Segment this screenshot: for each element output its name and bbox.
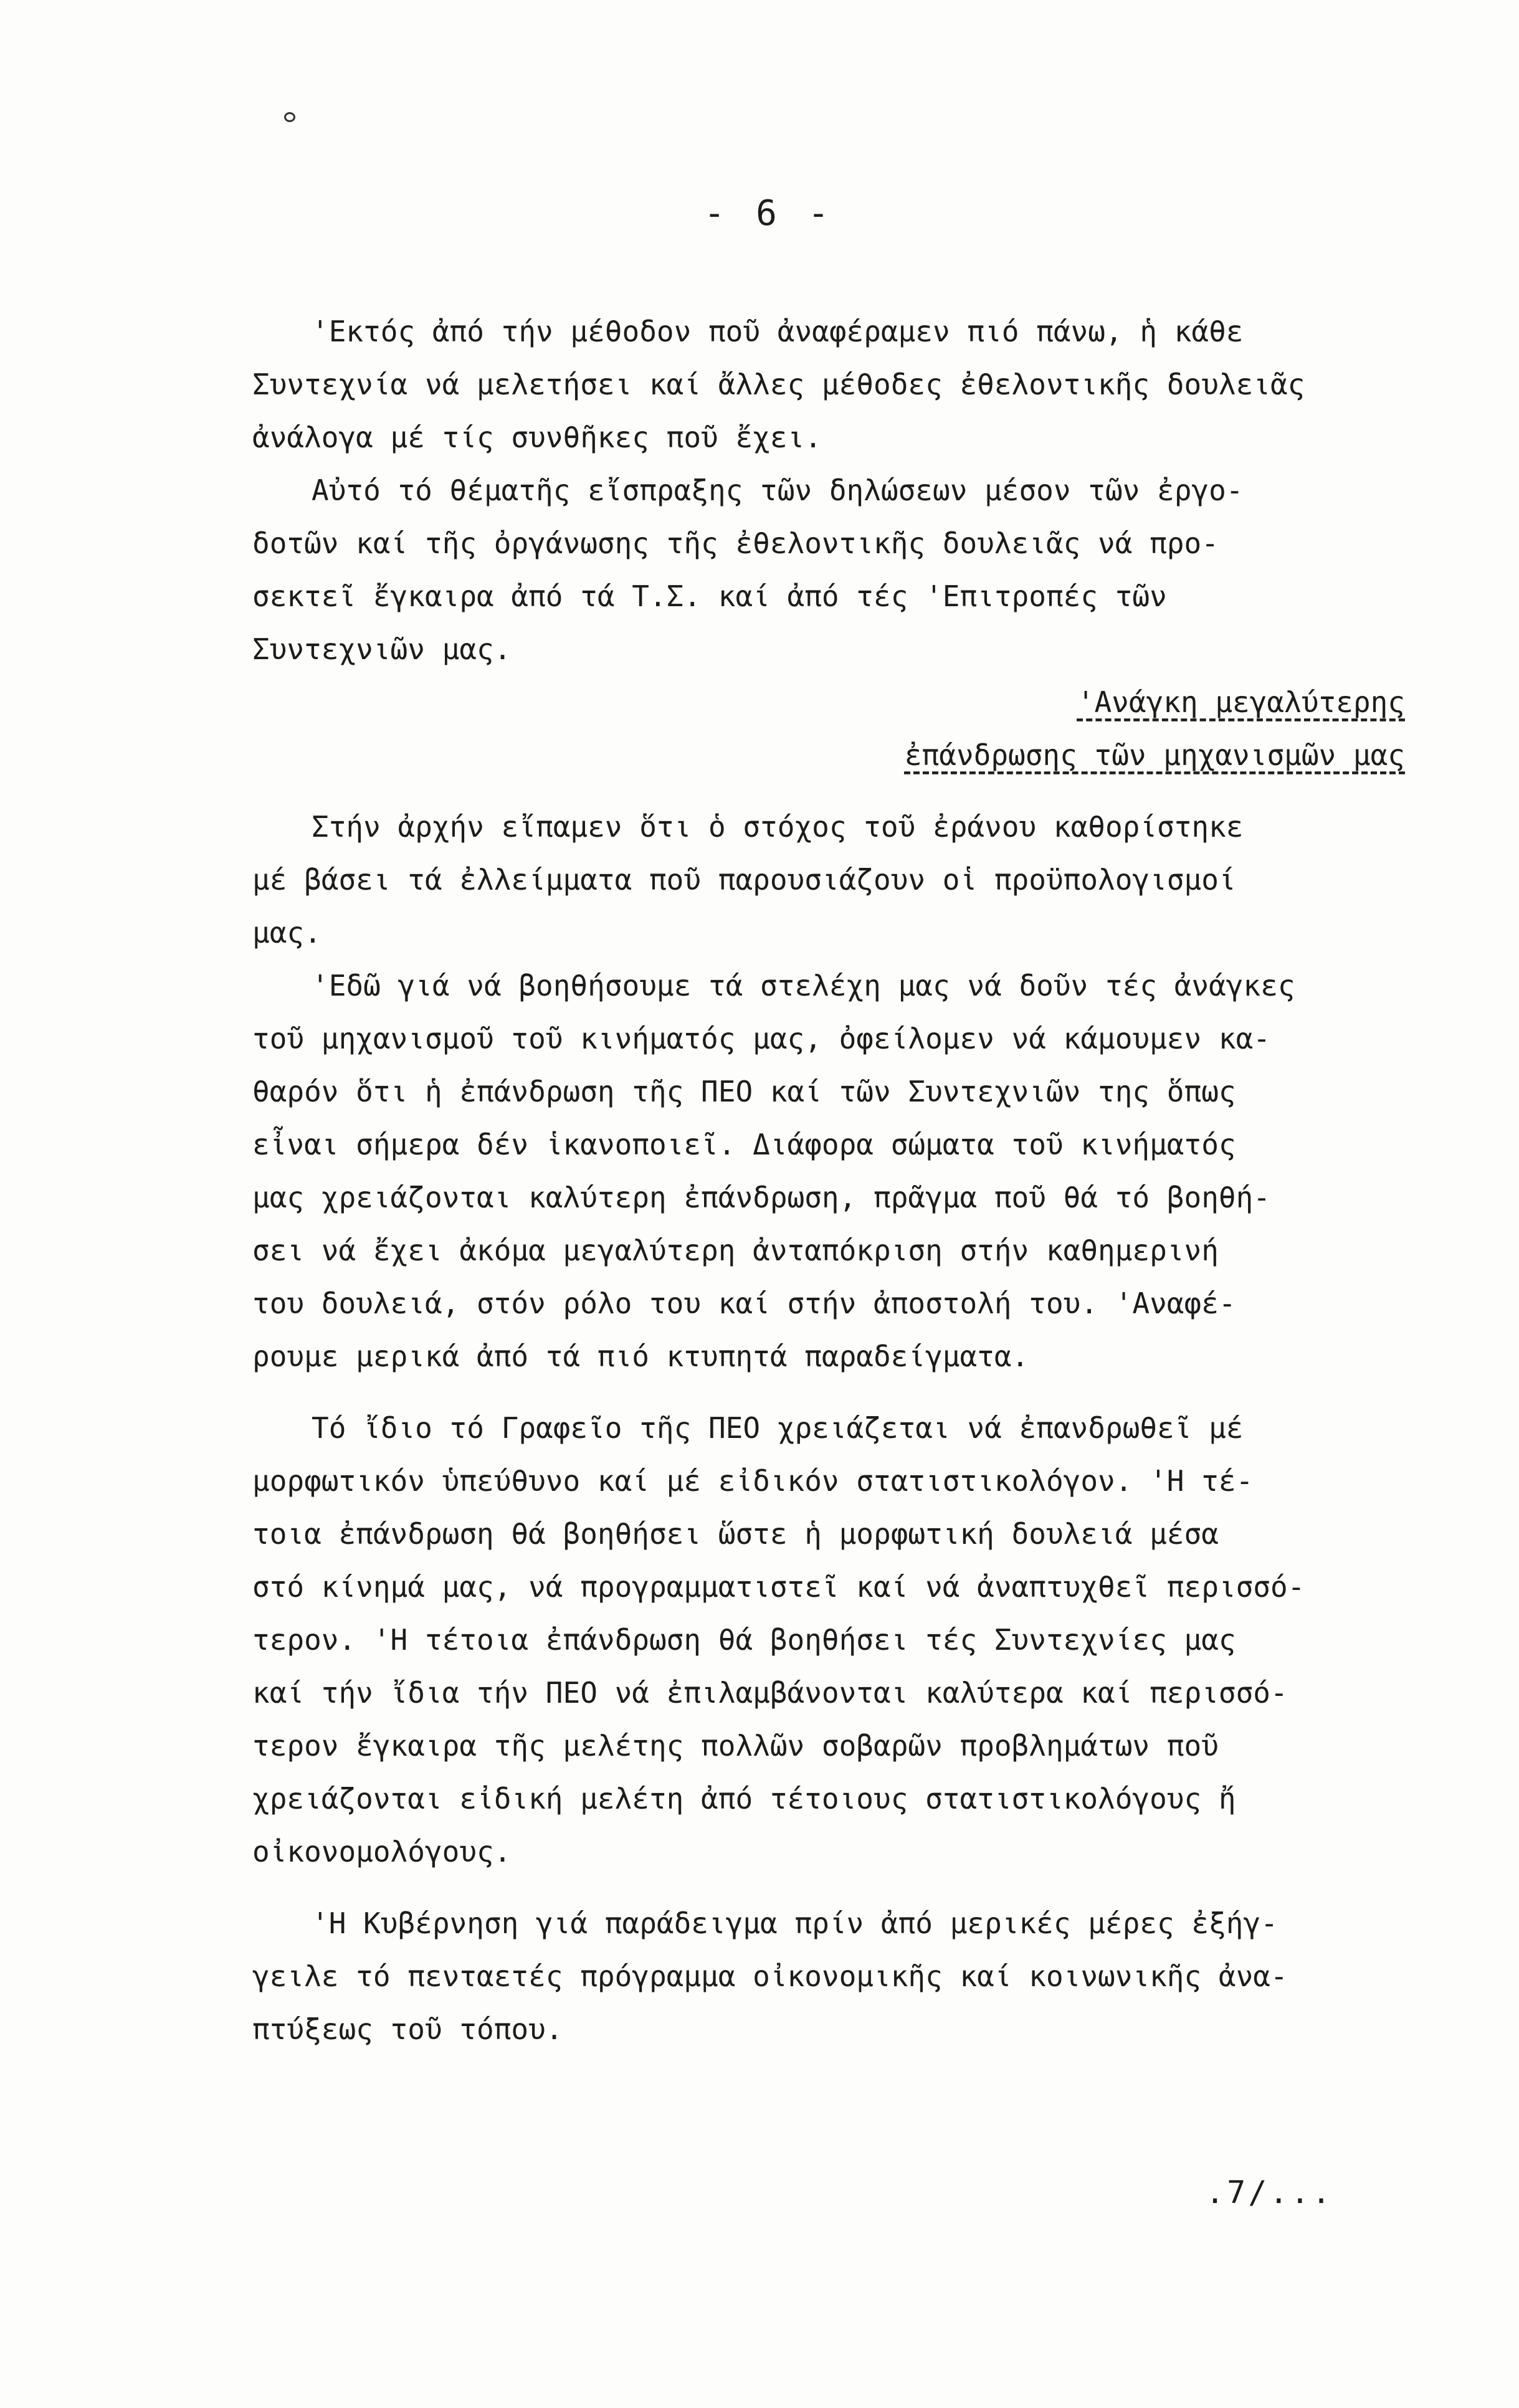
text-line: ρουμε μερικά ἀπό τά πιό κτυπητά παραδείγματα.	[252, 1340, 1029, 1373]
text-line: Συντεχνιῶν μας.	[252, 632, 512, 666]
text-line: εἶναι σήμερα δέν ἱκανοποιεῖ. Διάφορα σώματα τοῦ κινήματός	[252, 1128, 1236, 1161]
paragraph	[252, 464, 1424, 676]
text-line: χρειάζονται εἰδική μελέτη ἀπό τέτοιους στατιστικολόγους ἤ	[252, 1782, 1236, 1816]
paragraph	[252, 1402, 1424, 1878]
text-line: δοτῶν καί τῆς ὀργάνωσης τῆς ἐθελοντικῆς δουλειᾶς νά προ-	[252, 526, 1219, 560]
ink-speck	[284, 112, 295, 122]
text-line: ἀνάλογα μέ τίς συνθῆκες ποῦ ἔχει.	[252, 421, 822, 454]
text-line: τοῦ μηχανισμοῦ τοῦ κινήματός μας, ὀφείλομεν νά κάμουμεν κα-	[252, 1022, 1270, 1055]
heading-line-2: ἐπάνδρωσης τῶν μηχανισμῶν μας	[904, 738, 1405, 772]
text-line: του δουλειά, στόν ρόλο του καί στήν ἀποστολή του. 'Αναφέ-	[252, 1287, 1236, 1320]
text-line: σει νά ἔχει ἀκόμα μεγαλύτερη ἀνταπόκριση στήν καθημερινή	[252, 1234, 1219, 1267]
paragraph	[252, 1897, 1424, 2056]
section-heading	[252, 676, 1424, 782]
text-line: 'Η Κυβέρνηση γιά παράδειγμα πρίν ἀπό μερικές μέρες ἐξήγ-	[312, 1906, 1278, 1940]
text-line: Στήν ἀρχήν εἴπαμεν ὅτι ὁ στόχος τοῦ ἐράνου καθορίστηκε	[312, 810, 1244, 844]
text-line: πτύξεως τοῦ τόπου.	[252, 2012, 563, 2046]
heading-line-1: 'Ανάγκη μεγαλύτερης	[1077, 685, 1405, 719]
text-line: μέ βάσει τά ἐλλείμματα ποῦ παρουσιάζουν οἱ προϋπολογισμοί	[252, 863, 1236, 897]
text-line: στό κίνημά μας, νά προγραμματιστεῖ καί νά ἀναπτυχθεῖ περισσό-	[252, 1570, 1305, 1604]
paragraph	[252, 959, 1424, 1383]
text-line: 'Εδῶ γιά νά βοηθήσουμε τά στελέχη μας νά δοῦν τές ἀνάγκες	[312, 969, 1295, 1002]
text-line: μας.	[252, 916, 321, 949]
text-line: 'Εκτός ἀπό τήν μέθοδον ποῦ ἀναφέραμεν πιό πάνω, ἡ κάθε	[312, 315, 1244, 348]
text-line: θαρόν ὅτι ἡ ἐπάνδρωση τῆς ΠΕΟ καί τῶν Συντεχνιῶν της ὅπως	[252, 1075, 1236, 1108]
paragraph	[252, 305, 1424, 464]
continuation-marker: .7/...	[1206, 2174, 1333, 2211]
text-line: Τό ἴδιο τό Γραφεῖο τῆς ΠΕΟ χρειάζεται νά ἐπανδρωθεῖ μέ	[312, 1411, 1244, 1445]
text-line: Αὐτό τό θέματῆς εἴσπραξης τῶν δηλώσεων μέσον τῶν ἐργο-	[312, 474, 1244, 507]
text-line: καί τήν ἴδια τήν ΠΕΟ νά ἐπιλαμβάνονται καλύτερα καί περισσό-	[252, 1676, 1288, 1710]
text-line: τοια ἐπάνδρωση θά βοηθήσει ὥστε ἡ μορφωτική δουλειά μέσα	[252, 1517, 1219, 1551]
page-number: - 6 -	[703, 193, 834, 234]
text-line: μορφωτικόν ὑπεύθυνο καί μέ εἰδικόν στατιστικολόγον. 'Η τέ-	[252, 1464, 1254, 1498]
text-line: Συντεχνία νά μελετήσει καί ἄλλες μέθοδες ἐθελοντικῆς δουλειᾶς	[252, 368, 1305, 401]
text-line: τερον. 'Η τέτοια ἐπάνδρωση θά βοηθήσει τές Συντεχνίες μας	[252, 1623, 1236, 1657]
text-line: οἰκονομολόγους.	[252, 1835, 512, 1868]
paragraph	[252, 801, 1424, 959]
text-line: μας χρειάζονται καλύτερη ἐπάνδρωση, πρᾶγμα ποῦ θά τό βοηθή-	[252, 1181, 1270, 1214]
text-line: γειλε τό πενταετές πρόγραμμα οἰκονομικῆς καί κοινωνικῆς ἀνα-	[252, 1959, 1288, 1993]
document-body	[252, 305, 1424, 2056]
text-line: σεκτεῖ ἔγκαιρα ἀπό τά Τ.Σ. καί ἀπό τές 'Επιτροπές τῶν	[252, 579, 1167, 613]
text-line: τερον ἔγκαιρα τῆς μελέτης πολλῶν σοβαρῶν προβλημάτων ποῦ	[252, 1729, 1219, 1763]
